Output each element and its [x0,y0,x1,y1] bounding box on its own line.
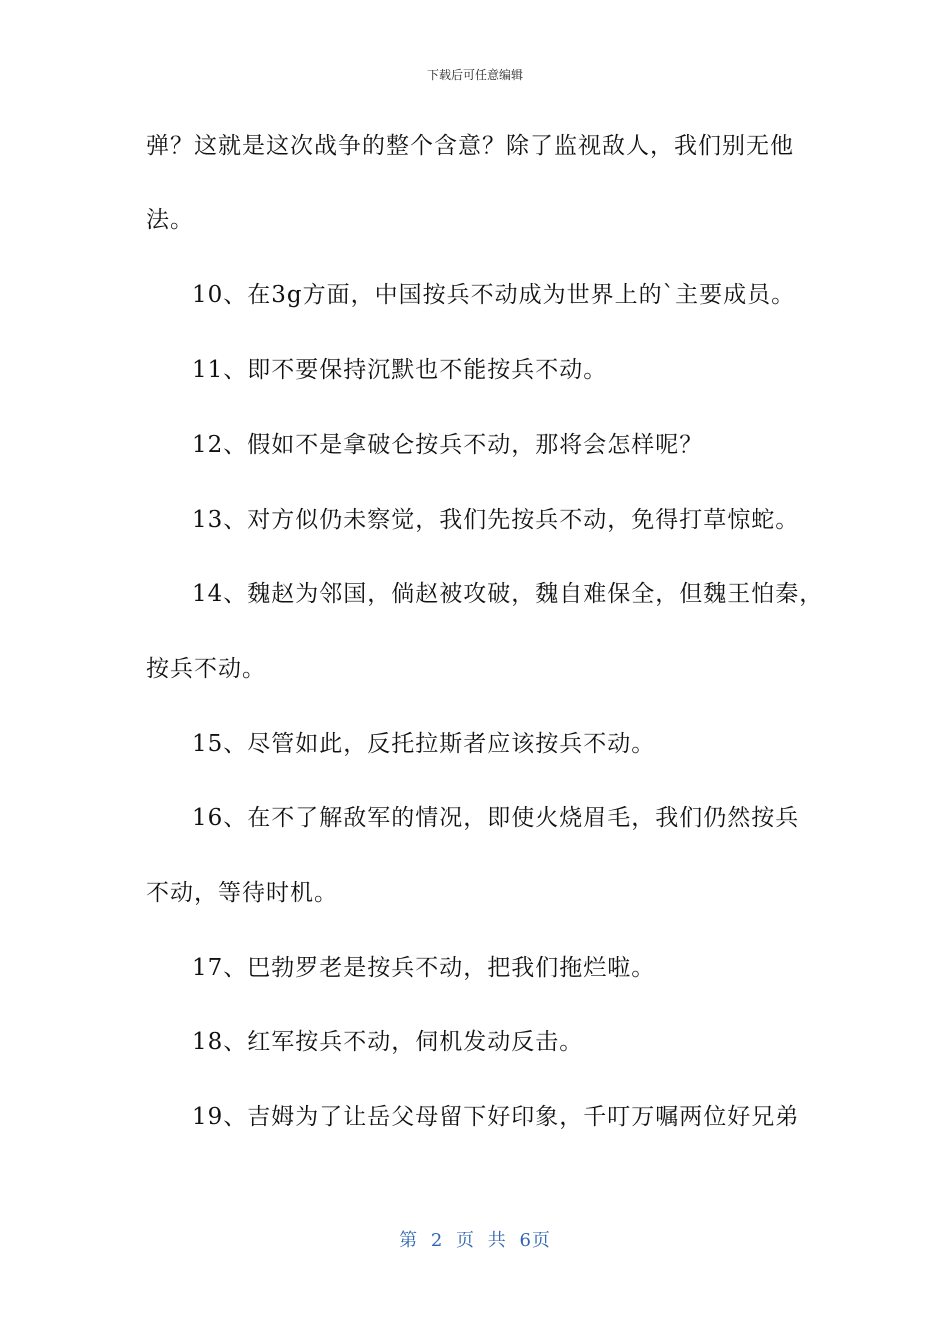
text-line: 12、假如不是拿破仑按兵不动，那将会怎样呢？ [192,432,704,458]
page-footer [0,1226,950,1252]
footer-total-pages: 6页 [519,1230,551,1251]
text-line: 19、吉姆为了让岳父母留下好印象，千叮万嘱两位好兄弟 [192,1104,800,1130]
text-line: 不动，等待时机。 [146,880,338,906]
text-line: 13、对方似仍未察觉，我们先按兵不动，免得打草惊蛇。 [192,507,800,533]
text-line: 11、即不要保持沉默也不能按兵不动。 [192,357,608,383]
footer-di: 第 [399,1230,419,1251]
page-header: 下载后可任意编辑 [426,68,523,82]
footer-ye: 页 [456,1230,475,1251]
text-line: 按兵不动。 [146,656,266,682]
text-line: 10、在3g方面，中国按兵不动成为世界上的`主要成员。 [192,282,796,308]
text-line: 弹？这就是这次战争的整个含意？除了监视敌人，我们别无他 [146,133,794,159]
text-line: 16、在不了解敌军的情况，即使火烧眉毛，我们仍然按兵 [192,805,800,831]
text-line: 18、红军按兵不动，伺机发动反击。 [192,1029,584,1055]
footer-gong: 共 [487,1230,507,1251]
footer-page-number: 2 [430,1230,444,1251]
text-line: 15、尽管如此，反托拉斯者应该按兵不动。 [192,731,656,757]
text-line: 法。 [146,207,194,233]
text-line: 14、魏赵为邻国，倘赵被攻破，魏自难保全，但魏王怕秦， [192,581,824,607]
text-line: 17、巴勃罗老是按兵不动，把我们拖烂啦。 [192,955,656,981]
